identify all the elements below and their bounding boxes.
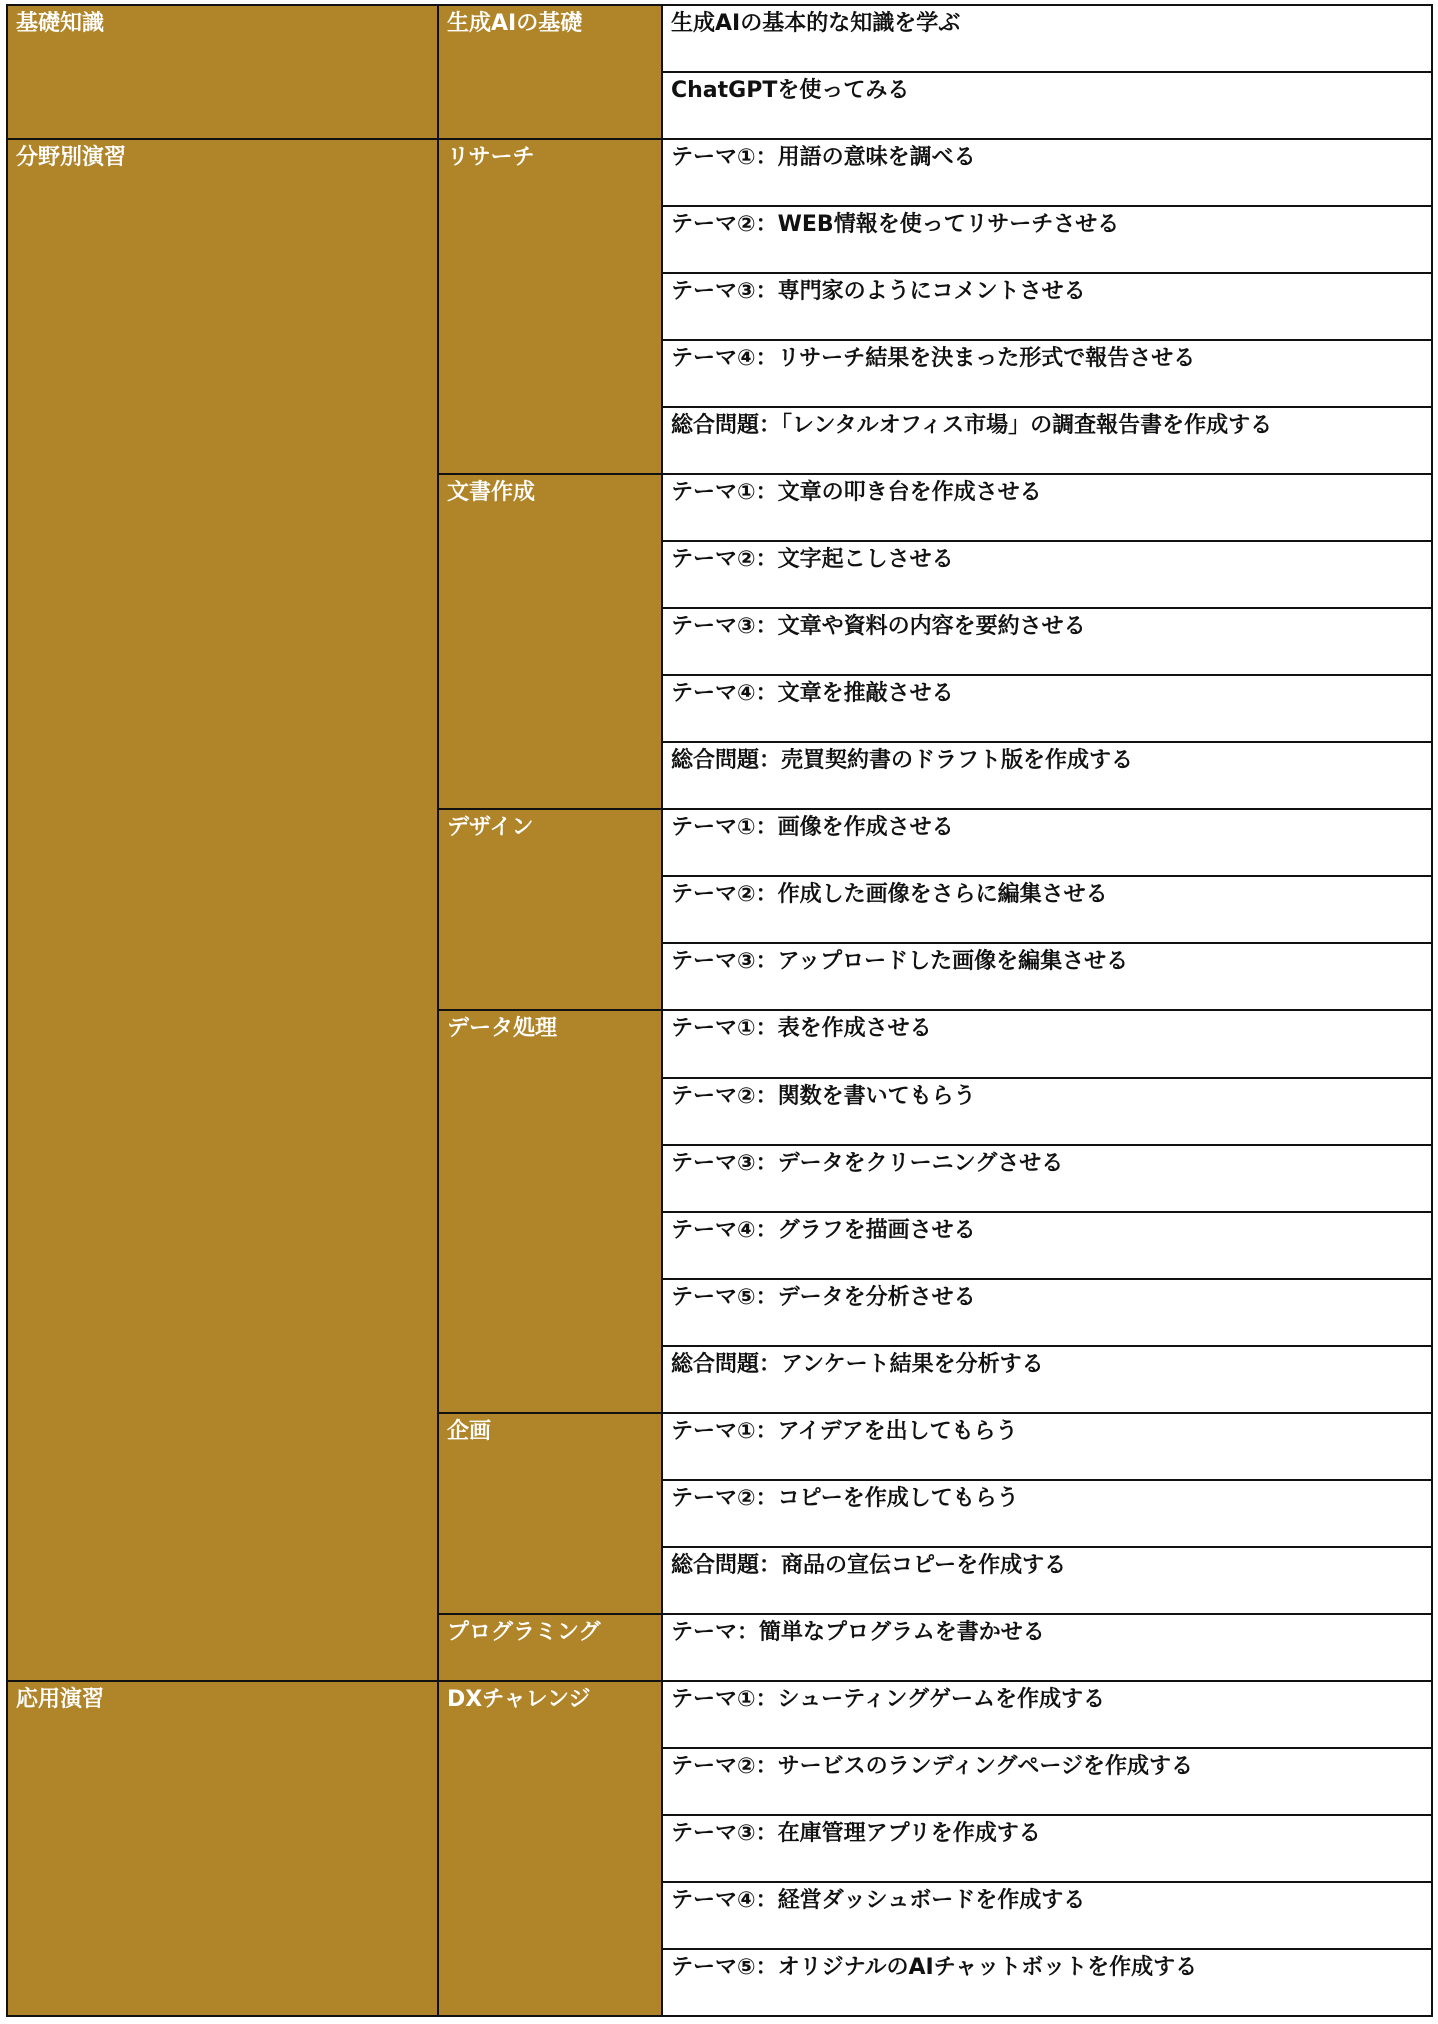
topic-cell: テーマ①：表を作成させる xyxy=(662,1010,1432,1077)
topic-cell: テーマ②：作成した画像をさらに編集させる xyxy=(662,876,1432,943)
subcategory-cell: デザイン xyxy=(438,809,662,1010)
topic-cell: テーマ③：文章や資料の内容を要約させる xyxy=(662,608,1432,675)
topic-cell: テーマ②：コピーを作成してもらう xyxy=(662,1480,1432,1547)
curriculum-table xyxy=(6,4,1433,2017)
table-row xyxy=(7,5,1432,72)
category-cell: 基礎知識 xyxy=(7,5,438,139)
topic-cell: テーマ①：文章の叩き台を作成させる xyxy=(662,474,1432,541)
topic-cell: テーマ③：データをクリーニングさせる xyxy=(662,1145,1432,1212)
subcategory-cell: DXチャレンジ xyxy=(438,1681,662,2016)
subcategory-cell: リサーチ xyxy=(438,139,662,474)
topic-cell: テーマ③：在庫管理アプリを作成する xyxy=(662,1815,1432,1882)
topic-cell: テーマ④：経営ダッシュボードを作成する xyxy=(662,1882,1432,1949)
topic-cell: テーマ②：サービスのランディングページを作成する xyxy=(662,1748,1432,1815)
topic-cell: テーマ①：シューティングゲームを作成する xyxy=(662,1681,1432,1748)
category-cell: 応用演習 xyxy=(7,1681,438,2016)
table-row xyxy=(7,139,1432,206)
category-cell: 分野別演習 xyxy=(7,139,438,1681)
topic-cell: テーマ③：アップロードした画像を編集させる xyxy=(662,943,1432,1010)
table-row xyxy=(7,1681,1432,1748)
topic-cell: 生成AIの基本的な知識を学ぶ xyxy=(662,5,1432,72)
topic-cell: テーマ⑤：オリジナルのAIチャットボットを作成する xyxy=(662,1949,1432,2016)
topic-cell: 総合問題：売買契約書のドラフト版を作成する xyxy=(662,742,1432,809)
topic-cell: テーマ①：画像を作成させる xyxy=(662,809,1432,876)
topic-cell: テーマ②：WEB情報を使ってリサーチさせる xyxy=(662,206,1432,273)
topic-cell: 総合問題：アンケート結果を分析する xyxy=(662,1346,1432,1413)
topic-cell: テーマ①：用語の意味を調べる xyxy=(662,139,1432,206)
topic-cell: ChatGPTを使ってみる xyxy=(662,72,1432,139)
topic-cell: テーマ②：関数を書いてもらう xyxy=(662,1078,1432,1145)
topic-cell: テーマ：簡単なプログラムを書かせる xyxy=(662,1614,1432,1681)
topic-cell: テーマ④：グラフを描画させる xyxy=(662,1212,1432,1279)
subcategory-cell: 生成AIの基礎 xyxy=(438,5,662,139)
subcategory-cell: プログラミング xyxy=(438,1614,662,1681)
topic-cell: テーマ②：文字起こしさせる xyxy=(662,541,1432,608)
topic-cell: テーマ①：アイデアを出してもらう xyxy=(662,1413,1432,1480)
subcategory-cell: 文書作成 xyxy=(438,474,662,809)
topic-cell: テーマ④：リサーチ結果を決まった形式で報告させる xyxy=(662,340,1432,407)
subcategory-cell: データ処理 xyxy=(438,1010,662,1412)
topic-cell: テーマ③：専門家のようにコメントさせる xyxy=(662,273,1432,340)
topic-cell: 総合問題：「レンタルオフィス市場」の調査報告書を作成する xyxy=(662,407,1432,474)
curriculum-table-body xyxy=(7,5,1432,2016)
topic-cell: テーマ④：文章を推敲させる xyxy=(662,675,1432,742)
topic-cell: テーマ⑤：データを分析させる xyxy=(662,1279,1432,1346)
subcategory-cell: 企画 xyxy=(438,1413,662,1614)
topic-cell: 総合問題：商品の宣伝コピーを作成する xyxy=(662,1547,1432,1614)
